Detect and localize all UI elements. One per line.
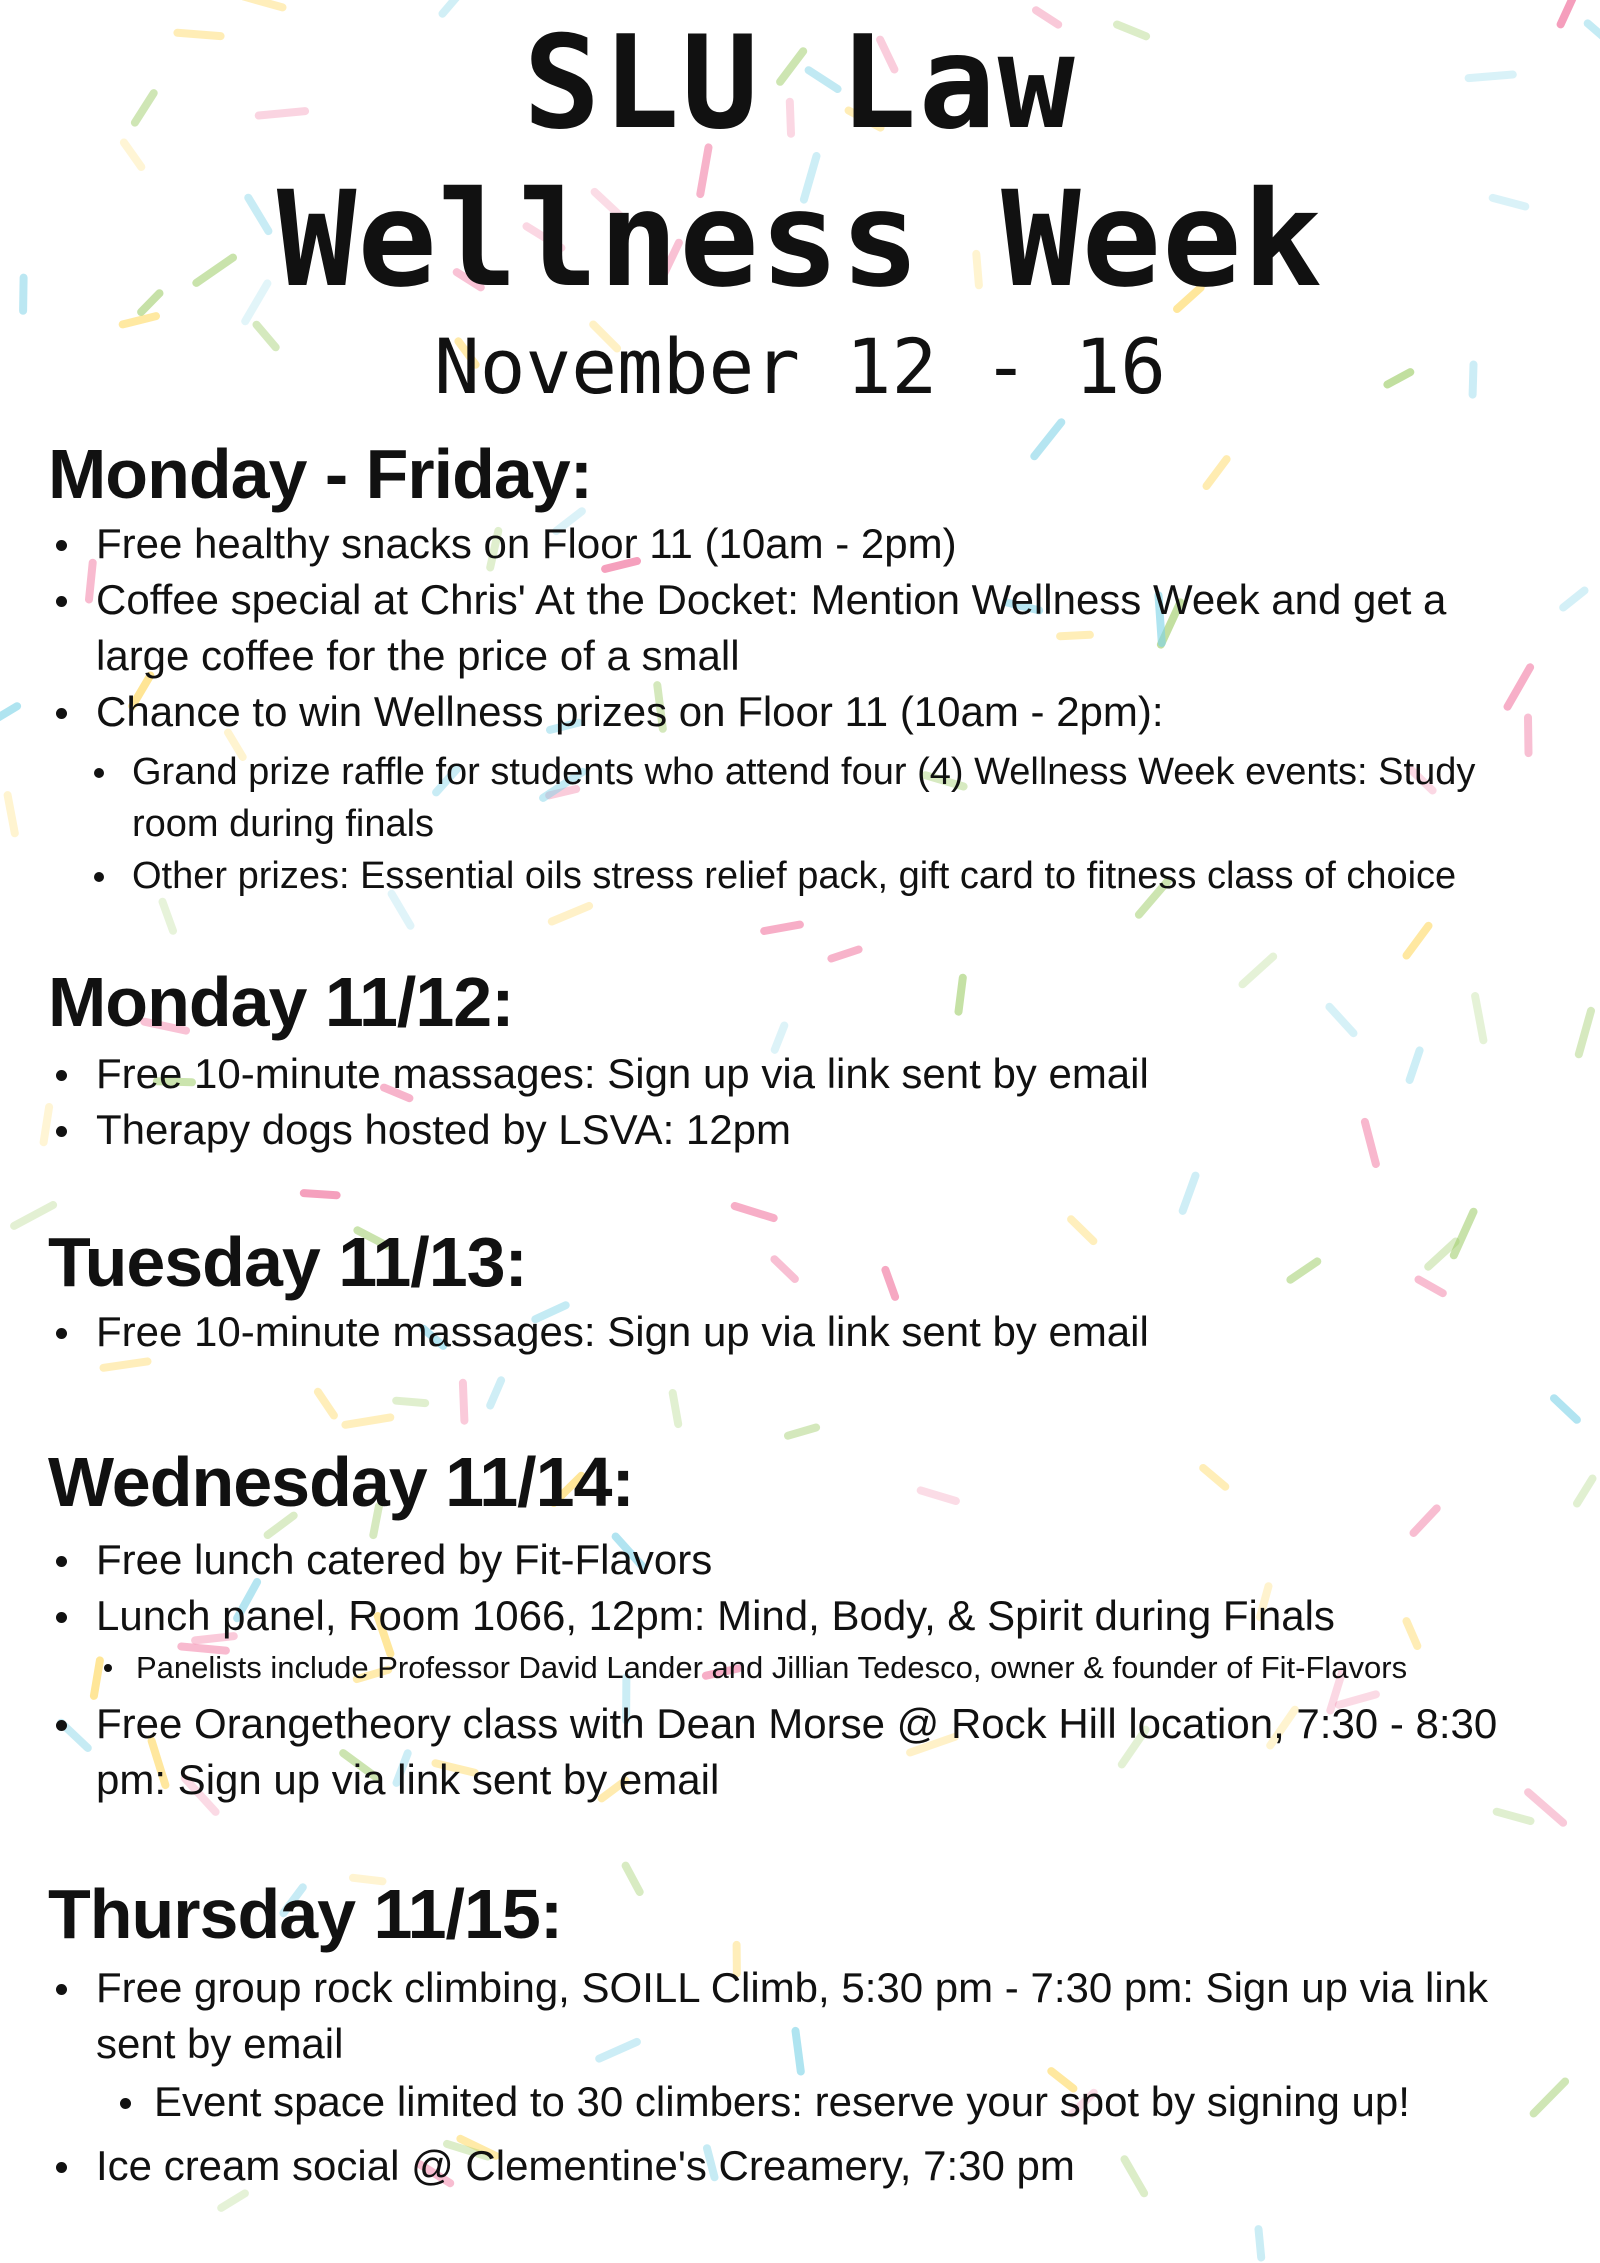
section-thursday bbox=[48, 1872, 1548, 2194]
list-item: Ice cream social @ Clementine's Creamery, 7:30 pm bbox=[48, 2138, 1548, 2194]
section-monday-friday bbox=[48, 432, 1548, 902]
list-item: Free 10-minute massages: Sign up via link sent by email bbox=[48, 1304, 1548, 1360]
section-heading: Tuesday 11/13: bbox=[48, 1223, 527, 1301]
section-tuesday bbox=[48, 1220, 1548, 1360]
list-item: Free healthy snacks on Floor 11 (10am - 2pm) bbox=[48, 516, 1548, 572]
section-heading: Monday - Friday: bbox=[48, 435, 593, 513]
prize-sublist bbox=[48, 746, 1548, 902]
list-item: Coffee special at Chris' At the Docket: Mention Wellness Week and get a large coffee for the price of a small bbox=[48, 572, 1548, 684]
bullet-list bbox=[48, 516, 1548, 902]
list-item-text: Lunch panel, Room 1066, 12pm: Mind, Body, & Spirit during Finals bbox=[96, 1592, 1335, 1639]
list-item: Free lunch catered by Fit-Flavors bbox=[48, 1532, 1548, 1588]
bullet-list bbox=[48, 1532, 1548, 1808]
climb-sublist bbox=[48, 2074, 1548, 2130]
section-heading: Wednesday 11/14: bbox=[48, 1443, 634, 1521]
section-wednesday bbox=[48, 1440, 1548, 1808]
bullet-list bbox=[48, 1304, 1548, 1360]
list-item bbox=[48, 684, 1548, 902]
list-item: Event space limited to 30 climbers: reserve your spot by signing up! bbox=[48, 2074, 1548, 2130]
list-item: Panelists include Professor David Lander and Jillian Tedesco, owner & founder of Fit-Flavors bbox=[48, 1646, 1548, 1690]
list-item: Therapy dogs hosted by LSVA: 12pm bbox=[48, 1102, 1548, 1158]
title-slu-law: SLU Law bbox=[523, 9, 1077, 158]
bullet-list bbox=[48, 1960, 1548, 2194]
list-item bbox=[48, 1960, 1548, 2130]
list-item: Other prizes: Essential oils stress relief pack, gift card to fitness class of choice bbox=[48, 850, 1548, 902]
bullet-list bbox=[48, 1046, 1548, 1158]
list-item: Grand prize raffle for students who attend four (4) Wellness Week events: Study room during finals bbox=[48, 746, 1548, 850]
section-monday bbox=[48, 960, 1548, 1158]
event-dates: November 12 - 16 bbox=[433, 322, 1167, 411]
list-item-text: Free group rock climbing, SOILL Climb, 5:30 pm - 7:30 pm: Sign up via link sent by email bbox=[96, 1964, 1489, 2067]
title-wellness-week: Wellness Week bbox=[276, 163, 1324, 317]
list-item-text: Chance to win Wellness prizes on Floor 11 (10am - 2pm): bbox=[96, 688, 1164, 735]
section-heading: Thursday 11/15: bbox=[48, 1875, 563, 1953]
list-item bbox=[48, 1588, 1548, 1690]
list-item: Free Orangetheory class with Dean Morse @ Rock Hill location, 7:30 - 8:30 pm: Sign up via link sent by email bbox=[48, 1696, 1548, 1808]
panel-sublist bbox=[48, 1646, 1548, 1690]
list-item: Free 10-minute massages: Sign up via link sent by email bbox=[48, 1046, 1548, 1102]
flyer-header bbox=[0, 9, 1600, 412]
section-heading: Monday 11/12: bbox=[48, 963, 514, 1041]
